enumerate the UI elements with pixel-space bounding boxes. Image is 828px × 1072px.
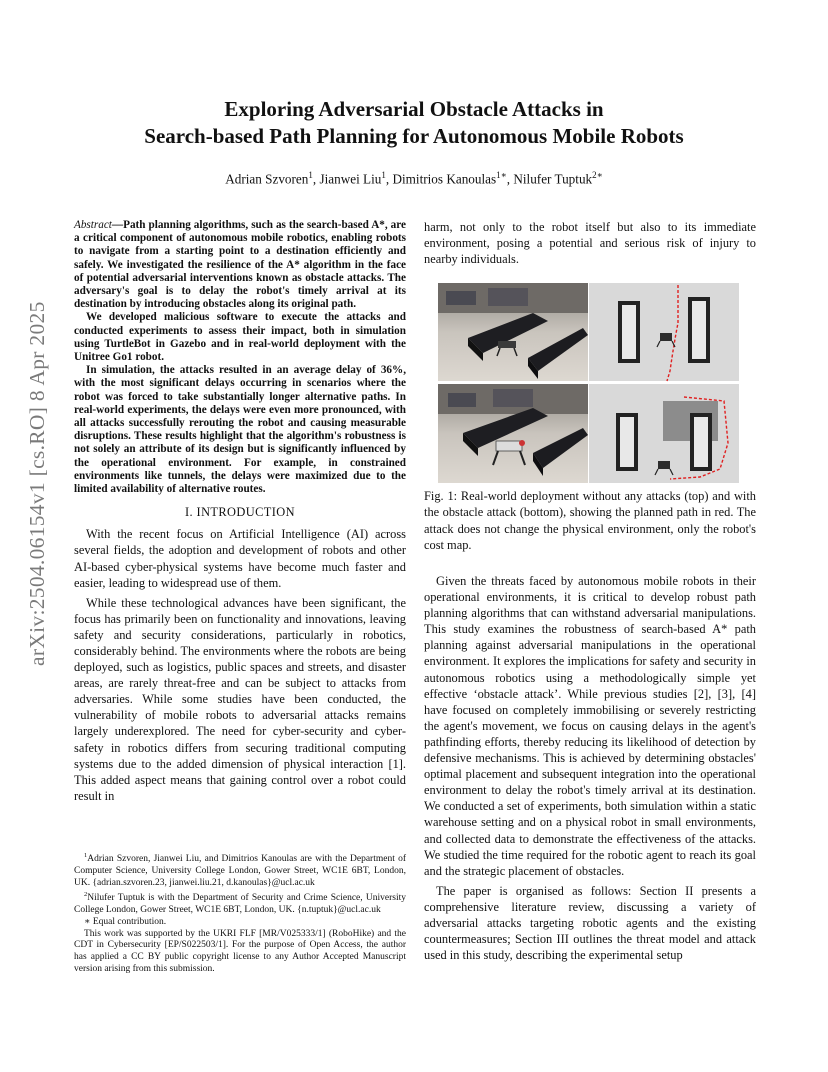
abstract-text: Path planning algorithms, such as the search-based A*, are a critical component of autonomous mobile robotics, enabling robots to navigate from a starting point to a destination efficiently and safely. We investigated the resilience of the A* algorithm in the face of potential adversarial interventions known as obstacle attacks. The adversary's goal is to delay the robot's timely arrival at its destination by introducing obstacles along its original path. <box>74 219 406 311</box>
costmap-no-attack <box>589 283 739 381</box>
footnote-text: Nilufer Tuptuk is with the Department of Security and Crime Science, University College London, Gower Street, WC1E 6BT, London, UK. {n.tuptuk}@ucl.ac.uk <box>74 893 406 916</box>
author-separator: , <box>312 171 320 187</box>
abstract-dash: — <box>111 219 124 231</box>
author-affiliation-mark: 1∗ <box>496 170 507 180</box>
title-line-1: Exploring Adversarial Obstacle Attacks in <box>224 97 604 121</box>
footnotes <box>74 850 406 975</box>
body-paragraph: Given the threats faced by autonomous mobile robots in their operational environments, it is critical to develop robust path planning algorithms that can withstand adversarial manipulations. This study examines the robustness of search-based A* path planning against adversarial manipulations in the operational environment. It explores the implications for safety and security in autonomous robotics using a methodologically simple yet effective ‘obstacle attack’. While previous studies [2], [3], [4] have focused on completely immobilising or severely restricting the agent's movement, we focus on causing delays in the agent's pathfinding efforts, thereby reducing its likelihood of detection by defensive mechanisms. This is achieved by determining obstacles' optimal placement and subsequent integration into the operational environment to delay the robot's timely arrival at its destination. We conducted a set of experiments, both simulation within a static warehouse setting and on a physical robot in small environments, and collected data to demonstrate the effectiveness of the attacks. We studied the time required for the robotic agent to reach its goal and the strategic placement of obstacles. <box>424 574 756 878</box>
left-column <box>74 219 406 808</box>
footnote <box>74 889 406 917</box>
author-affiliation-mark: 2∗ <box>592 170 603 180</box>
author-affiliation-mark: 1 <box>381 170 386 180</box>
right-column-body <box>424 573 756 967</box>
footnote-mark: 2 <box>84 891 88 899</box>
figure-1 <box>438 283 739 483</box>
footnote <box>74 850 406 889</box>
author-name: Adrian Szvoren <box>225 171 309 187</box>
author-name: Nilufer Tuptuk <box>513 171 593 187</box>
author-name: Jianwei Liu <box>319 171 382 187</box>
abstract-paragraph: We developed malicious software to execute the attacks and conducted experiments to assess their impact, both in simulation using TurtleBot in Gazebo and in real-world deployment with the Unitree Go1 robot. <box>74 311 406 364</box>
body-paragraph: The paper is organised as follows: Section II presents a comprehensive literature review, discussing a variety of adversarial attacks targeting robotic agents and the existing countermeasures; Section III outlines the threat model and attack used in this study, describing the experimental setup <box>424 883 756 963</box>
body-paragraph: harm, not only to the robot itself but also to its immediate environment, posing a potential and serious risk of injury to nearby individuals. <box>424 220 756 267</box>
body-paragraph: With the recent focus on Artificial Intelligence (AI) across several fields, the adoption and development of robots and other AI-based cyber-physical systems have become much faster and easier, leading to widespread use of them. <box>74 527 406 590</box>
body-paragraph: While these technological advances have been significant, the focus has primarily been on functionality and innovations, leaving safety and security considerations, particularly in robotics, considerably behind. The environments where the robots are being deployed, such as logistics, public spaces and streets, and disaster areas, are rarely threat-free and can be subject to attacks from adversaries. While some studies have been conducted, the vulnerability of mobile robots to adversarial attacks remains largely underexplored. The need for cyber-security and cyber-safety in robotics differs from securing traditional computing systems due to the added dimension of physical interaction [1]. This added aspect means that gaining control over a robot could result in <box>74 595 406 803</box>
abstract-label: Abstract <box>74 219 112 231</box>
author-separator: , <box>506 171 514 187</box>
photo-no-attack <box>438 283 588 381</box>
footnote-text: Adrian Szvoren, Jianwei Liu, and Dimitrios Kanoulas are with the Department of Computer Science, University College London, Gower Street, WC1E 6BT, London, UK. {adrian.szvoren.23, jianwei.liu.21, d.kanoulas}@ucl.ac.uk <box>74 854 406 888</box>
author-separator: , <box>385 171 393 187</box>
paper-title <box>80 96 748 150</box>
photo-with-attack <box>438 384 588 483</box>
abstract-paragraph: In simulation, the attacks resulted in an average delay of 36%, with the most significant delays occurring in scenarios where the robot was forced to take substantially longer alternative paths. In real-world experiments, the delays were even more pronounced, with all attacks successfully rerouting the robot and causing measurable disruptions. These results highlight that the algorithm's robustness is not solely an attribute of its design but is significantly influenced by the operational environment. For example, in constrained environments like tunnels, the delays were maximized due to the limited availability of alternative routes. <box>74 364 406 496</box>
footnote: This work was supported by the UKRI FLF [MR/V025333/1] (RoboHike) and the CDT in Cybersecurity [EP/S022503/1]. For the purpose of Open Access, the author has applied a CC BY public copyright license to any Author Accepted Manuscript version arising from this submission. <box>74 928 406 974</box>
figure-caption: Fig. 1: Real-world deployment without any attacks (top) and with the obstacle attack (bottom), showing the planned path in red. The attack does not change the physical environment, only the robot's cost map. <box>424 489 756 552</box>
section-heading: I. INTRODUCTION <box>185 505 295 520</box>
abstract <box>74 219 406 496</box>
footnote: ∗ Equal contribution. <box>84 916 167 927</box>
author-list <box>80 170 748 187</box>
title-line-2: Search-based Path Planning for Autonomous Mobile Robots <box>144 124 684 148</box>
costmap-with-attack <box>589 384 739 483</box>
right-column-top <box>424 219 756 267</box>
introduction-body <box>74 526 406 804</box>
author-name: Dimitrios Kanoulas <box>392 171 497 187</box>
footnote-mark: 1 <box>84 852 88 859</box>
author-affiliation-mark: 1 <box>308 170 313 180</box>
arxiv-identifier: arXiv:2504.06154v1 [cs.RO] 8 Apr 2025 <box>25 301 49 667</box>
abstract-paragraph <box>74 219 406 311</box>
